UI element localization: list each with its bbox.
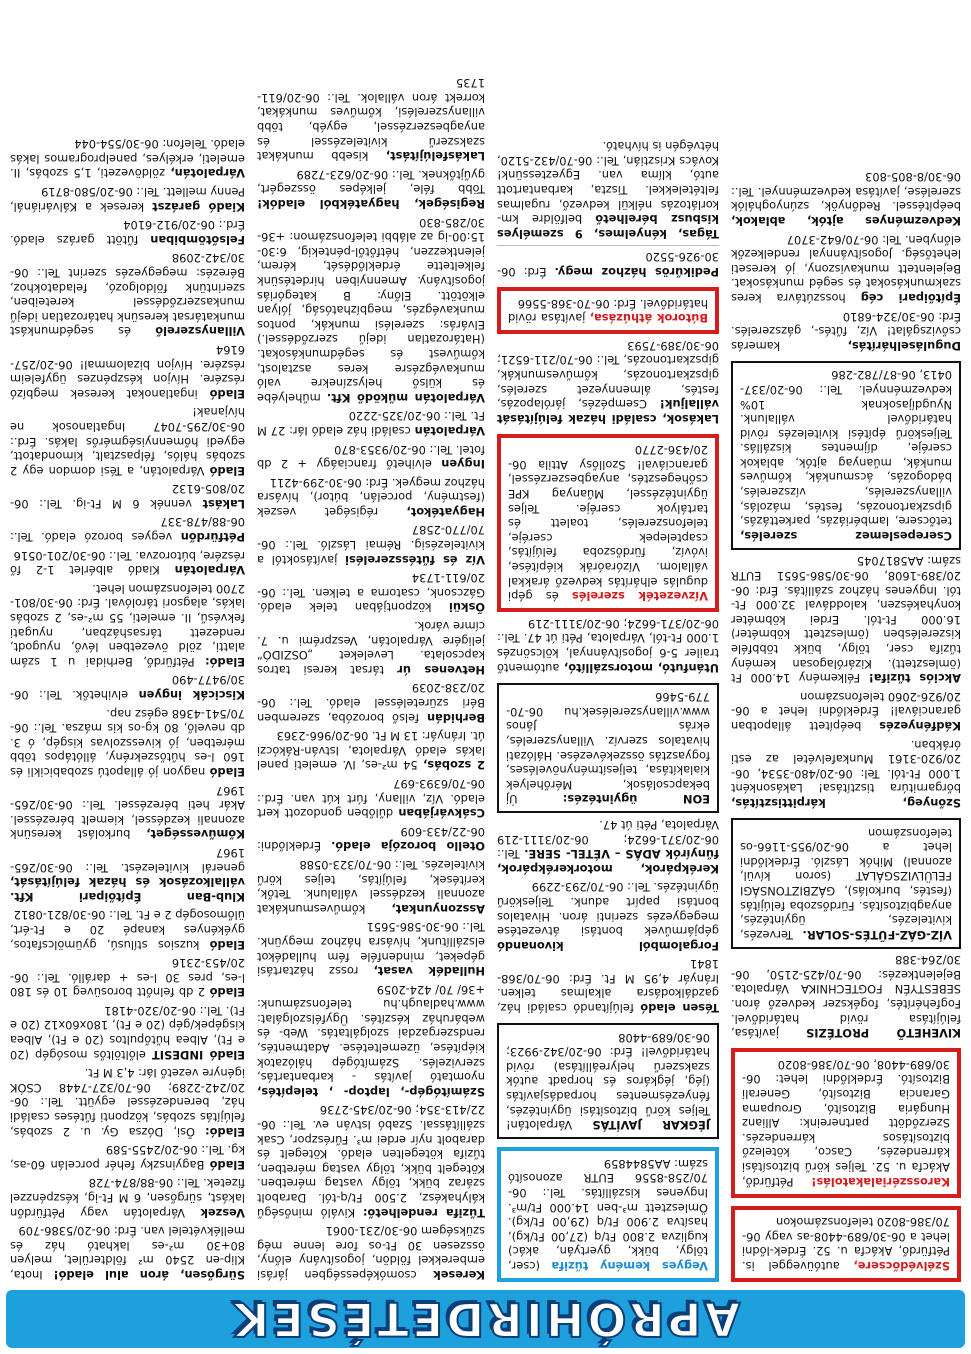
ad-col3-1: Keresek csomóképességben járási emberekkel földön, jogosítvány előny, összesen 30 Ft-os fore lenne még szükségem 06-30/231-0061 — [257, 1224, 485, 1282]
ad-eon: EON ügyintézés: Új bekapcsolások, Mérőhelyek kialakítása, teljesítménynöveléses, fogyasztás összekévezése. Hálózati hivatalos szervíz. Villanyszerelés, ekrás János www.villanyszerelések.hu 06-70-779-5466 — [506, 690, 710, 807]
ad-col4-6: Eladó 2 db felnőtt borosüveg 10 és 180 l-es, pres 30 l-es + darálló. Tel.: 06-20/453-2316 — [10, 956, 245, 1000]
ad-col3-13: Hagyatékot, régiséget veszek (festmény, porcelán, bútor), hívásra házhoz megyek. Érd: 06-30-299-4211 — [257, 475, 485, 519]
ad-construction-firm: Építőipari cég hosszútávra keres szakmunkásokat és segéd munkásokat. Bejelentett munkaviszony, jó kereseti lehetőség. Jogosítvánnyal rendelkezők előnyben. Tel: 06-70/642-3707 — [731, 232, 961, 305]
ad-box-eon — [497, 683, 719, 814]
ad-col4-20: Kiadó garázst keresek a Kálváriánál, Penny mellett. Tel.: 06-20/580-8719 — [10, 185, 245, 214]
ad-col4-11: Kiscicák ingyen elvihetők. Tel.: 06-30/9477-490 — [10, 673, 245, 703]
ad-col4-8: Klub-Ban Építőipari Kft. vállalkozások és házak felújítását, generál kivitelezést. Tel.: 06-30/265-1967 — [10, 845, 245, 904]
header-banner — [6, 1290, 965, 1348]
ad-col3-5: Asszonyunkat, kőművesmunkákat azonnali kezdéssel vállalunk. Tetők, kerítések, felújítás, teljes körű kivitelezés. Tel.: 06-70/323-0588 — [257, 857, 485, 916]
ad-hail-repair: JÉGKAR JAVÍTÁS Várpalotán! Teljes körű biztosítási ügyintézés, fényezésmentes horpadásjavítás (jég, jégkáros és horpadt autók szakszerű helyreállítása) rövid határidővel! Érd: 06-20/342-9923; 06-30/689-4408 — [506, 1030, 710, 1133]
ad-col4-19: Felsőtömbiban fűtött garázs eladó. Érd.: 06-20/912-6104 — [10, 218, 245, 247]
ad-box-bodywork — [731, 1048, 961, 1197]
column-2 — [497, 6, 719, 1282]
ad-col4-4: Eladó: Ősi, Dózsa Gy. u. 2 szobás, felújítás szobás, központi fűtéses családi ház, berendezéssel együtt. Tel.: 06-20/242-2289; 06-70/327-7448 CSÓK igényre vezető Iár: 4,3 M Ft. — [10, 1066, 245, 1139]
ad-minibus: Tágas, kényelmes, 9 személyes kisbusz bérelhető belföldre km-korlátozás nélkül kedvező, rugalmas feltételekkel. Tiszta, karbantartott autó, klíma van. Egyeztessünk! Kovács Krisztián, Tel.: 06-70/432-5120, hétvégén is hívható. — [497, 139, 719, 241]
ad-col3-6: Otello borozója eladó. Érdeklődni: 06-22/433-609 — [257, 824, 485, 854]
divider — [497, 245, 719, 246]
ad-tes-house: Tésen eladó felújítandó családi ház, gazdálkodásra alkalmas telken. Irányár 4,95 M Ft. Érd: 06-70/368-1841 — [497, 957, 719, 1016]
ad-windshield: Szélvédőcsere, autóüveggel is. Pétfürdő, Akácfa u. 52. Érdek-lődni lehet a 06-30/689-4408-as vagy 06-70/386-8020 telefonszámokon — [742, 1215, 950, 1273]
ad-drain: Duguláselhárítás, kamerás csővizsgálat! Víz, fűtés-, gázszerelés. Érd: 06-30/324-6810 — [731, 309, 961, 353]
ad-col3-10: Hetvenes úr társat keresi tatros kapcsolata. Leveleket „OSZIDÓ” jeligére Várpalotán, Veszprémi u. 7. címre várok. — [257, 619, 485, 677]
ad-bodywork: Karosszérialakatolás! Pétfürdő, Akácfa u. 52. Teljes körű biztosítási kárrendezés, Casco, kötelező biztosításos kárrendezés. Szerződött partnereink: Allianz Hungária Biztosító, Groupama Garancia Biztosító, Generali Biztosító. Érdeklődni lehet: 06-30/689-4408, 06-70/386-8020 — [742, 1057, 950, 1189]
ad-roofing: Cserepeslemez szerelés, tetőcsere, lambériázás, parkettázás, gipszkartonozás, festés, mázolás, villanyszerelés, vízszerelés, bádogozás, ácsmunkák, kőműves munkák, műanyag ajtók, ablakok cseréje, díjmentes kiszállás. Teljeskörű építési kivitelezés rövid határidővel vállalunk. Nyugdíjasoknak 10% kedvezménnyel. Tel.: 06-20/337-0413, 06-87/782-286 — [740, 368, 952, 543]
ad-box-hail — [497, 1023, 719, 1139]
ad-col3-17: Regiségek, hagyatékból eladók! Több féle, jelképes összegért, gyűjtőknek. Tel.: 06-20/623-7289 — [257, 167, 485, 212]
ad-furniture: Bútorok áthúzása, javítása rövid határidővel. Érd: 06-70-368-5566 — [508, 296, 708, 326]
ad-col3-4: Hulladék vasat, rossz háztartási gépeket, mindenféle fém hulladékot elszállítunk, hívásra házhoz megyünk. Tel.: 06-30-586-5651 — [257, 920, 485, 979]
ad-box-roofing — [731, 361, 961, 550]
ad-col4-14: Pétfürdőn vegyes borozó eladó. Tel.: 06-88/478-337 — [10, 515, 245, 545]
ad-col3-7: Csákvárjában dűlőben gondozott kert eladó. Víz, villany, fúrt kút van. Érd.: 06-70/6393-697 — [257, 777, 485, 821]
ad-col4-13: Várpalotán Kiadó albérlet 1-2 fő részére, bútorozva. Tel.: 06-30/201-0516 — [10, 548, 245, 578]
ad-col4-17: Eladó ingatlanokat keresek megbízó részére. Hívjon készpénzes ügyfeleim részére. Hívjon bizalommal! 06-20/257-6164 — [10, 342, 245, 401]
ad-col4-5: Eladó INDESIT előltöltős mosógép (20 e Ft), Albea hűtőpultos (20 e Ft), Albea kisgépek/gép (20 e Ft), 180x60x12 (20 e Ft). Tel.: 06-20/320-4181 — [10, 1003, 245, 1062]
ad-pedicure: Pedikűrös házhoz megy. Érd: 06-30-926-5520 — [497, 250, 719, 279]
ad-col4-9: Kőművességet, burkolást keresünk azonnali kezdéssel, kiemelt bérezéssel. Akár heti bérezéssel. Tel.: 06-30/265-1967 — [10, 783, 245, 842]
ad-firewood: Vegyes kemény tűzifa (cser, tölgy, bükk, gyertyán, akác) kuglizva 2.800 Ft/q (27,00 Ft/kg), hasítva 2.900 Ft/q (29,00 Ft/kg). Ömlesztett m³-ben 14.000 Ft/m³. Ingyenes kiszállítás. Tel.: 06-70/258-8556 EUTR azonosító szám: AA5844859 — [508, 1156, 708, 1273]
ad-dentures: KIVEHETŐ PROTÉZIS javítása, felújítása rövid határidővel. Fogfehérítés, fogékszer kedvező áron. SEBESTYÉN FOGTECHNIKA Várpalota. Bejelentkezés: 06-70/425-2150, 06-30/264-388 — [731, 953, 961, 1041]
ad-firewood-sale: Akciós tűzifa! Félkemény 14.000 Ft (ömlesztett). Kizárólagosan kemény tűzifa cser, tölgy, bükk többféle kiszerelésben (ömlesztett köbméter) 16.000 Ft-tól. Erdei köbméter konyhakészen, kaloddával 32.000 Ft-tól. Ingyenes házhoz szállítás. Érd: 06-20/389-1608, 06-30/586-5651 EUTR szám: AA5817045 — [731, 554, 961, 686]
ad-renovation: Lakások, családi házak felújítását vállaljuk! Csempézés, járólapozás, festés, álmennyezet szerelés, gipszkartonozás, kőművesmunkák, gipszkartonozás, Tel.: 06-70/211-6521; 06-30/389-7593 — [497, 338, 719, 426]
ad-box-furniture — [497, 287, 719, 334]
ad-water-pipes: Vízvezeték szerelés és gépi dugulás elhárítás kedvező árakkal vállalom. Vízóraórák kiépítése, ivóvíz, fürdőszoba felújítás, csaptelepek cseréje, telefonszerelés, toalett és tartályok cseréje. Teljes ügyintézéssel, Műanyag KPE csőhegesztés, anyagbeszerzéssel, garanciával! Szollősy Attila 06-20/436-2770 — [508, 443, 708, 604]
ad-col4-7: Eladó kuzsios stílusú, gyümölcsfatos, gyékényes kanapé 20 e Ft-ért, ülőmosogép 2 e Ft. Tel.: 06-30/821-0812 — [10, 908, 245, 952]
ad-col3-14: Ingyen elvihető franciaágy + 2 db fotel. Tel.: 06-20/9353-870 — [257, 442, 485, 472]
ad-col3-18: Lakásfelújítást, kisebb munkákat szakszerű kivitelezéssel és anyagbeszerzéssel, egyéb, több villanyszerelési, kőműves munkákat, korrekt áron vállalok. Tel.: 06-20/611-1735 — [257, 76, 485, 164]
ad-col3-16: Várpalotán működő Kft. műhelyébe és külső helyszínekre való munkavégzésre keres asztalost, kőművest és segédmunkásokat. (Határozatlan idejű szerződéssel.) Elvárás: szerelési munkák, pontos munkavégzés, megbízhatóság, jólyan elkötött. Előny: B kategóriás jogosítvány. Amennyiben hirdetésünk felkeltette érdeklődését, kérem, jelentkezzen, hétfőtől-péntekig, 6:30-15:00-ig az alábbi telefonszámon: +36-30/285-830 — [257, 215, 485, 405]
ad-col4-2: Veszek Várpalotán vagy Pétfürdőn lakást, sürgősen, 6 M Ft-ig, készpénzzel fizetek. Tel.: 06-88/874-728 — [10, 1176, 245, 1220]
ad-col4-12: Eladó: Pétfürdő, Berhidai u 1 szám alatti, zöld övezetben lévő, nyugodt, rendezett társasházban, nyugati fekvésű, II. emeleti, 55 m²-es, 2 szobás lakás, alagsori tárolóval. Érd: 06-30/801-2700 telefonszámon lehet. — [10, 581, 245, 669]
ad-deregistration: Forgalomból kivonandó gépjárművek bontási átvezetése megegyezés szerinti áron. Hivatalos bontási papírt adunk. Teljeskörű ügyintézés. Tel.: 06-70/293-2299 — [497, 880, 719, 953]
column-4 — [10, 6, 245, 1282]
ad-bathtub: Kádfényezés beépített állapotban garanciával! Érdeklődni lehet a 06-20/926-2060 telefonszámon — [731, 689, 961, 733]
ad-col4-16: Eladó Várpalotán, a Tési domdon egy 2 szobás hálós, félpasztalt, kimondatott, egyedi hőmennyiségmérős lakás. Érd.: 06-30/295-7047 Ingatlanosok ne hívjanak! — [10, 405, 245, 478]
column-1 — [731, 6, 961, 1282]
ad-bicycles: Kerékpárok, motorkerékpárok, fűnyírók ADÁS – VÉTEL- SERE. Tel.: 06-20/371-6624; 06-20/3111-219 Várpalota, Péti út 47. — [497, 817, 719, 876]
ad-box-water — [497, 434, 719, 613]
ad-box-plumbing — [731, 818, 961, 949]
ad-col4-3: Eladó Bagyinszky fehér porcelán 60-as, kg. Tel.: 06-20/2455-589 — [10, 1143, 245, 1172]
ad-col4-1: Sürgősen, áron alul eladó! Inota, Klip-en 2540 m² földterület, melyen 80+30 m²-es lakható ház és mellékvételel van. Érd: 06-20/5386-709 — [10, 1224, 245, 1282]
ad-col3-2: Tűzifa rendelhető: Kiváló minőségű kályhakész, 2.500 Ft/q-tól. Darabolt száraz bükk, tölgy vastag méretben. Kötegelt bükk, tölgy vastag méretben, tűzifa kötegelten eladó. Kötegelt és darabolt nyír erdei m³. Fűrészpor, Csak szállítással. Szabó István ev. Tel.: 06-22/413-354; 06-20/345-2736 — [257, 1103, 485, 1220]
ad-box-firewood — [497, 1147, 719, 1282]
ad-doors-windows: Kedvezményes ajtók, ablakok, beépítéssel. Redőnyök, szúnyoghálók szerelése, javítása kedvezménnyel. Tel.: 06-30/8-805-803 — [731, 170, 961, 228]
ad-trailer: Utánfutó, motorszállító, autómentő trailer 5-6 jogosítvánnyal, kölcsönzés 1.000 Ft-tól, Várpalota, Péti út 47. Tel.: 06-20/371-6624; 06-20/3111-219 — [497, 616, 719, 675]
ad-col3-15: Várpalotán családi ház eladó Iár: 27 M Ft. Tel.: 06-20/325-2220 — [257, 409, 485, 438]
ad-col4-15: Lakást vennék 6 M Ft-ig. Tel.: 06-20/805-6132 — [10, 482, 245, 511]
ad-col4-10: Eladó nagyon jó állapotú szobabicikli és 160 l-es hűtőszekrény, állótápos több méretben, jó kivesszolvas kisgép, ó 3. db nevelő, 80 kg-os kis mázsa. Tel.: 06-70/541-4368 egész nap. — [10, 706, 245, 779]
ad-col4-21: Várpalotán, zöldövezeti, 1,5 szobás, II. emeleti, erkélyes, panelprogramos lakás eladó. Telefon: 06-30/554-044 — [10, 137, 245, 181]
ad-col4-18: Villanyszerelő és segédmunkást munkatársat keresünk határozatlan idejű munkaszerződéssel kereteiben, szerintünk földolgozó, feladatokhoz, Bérezés: megegyezés szerint Tel.: 06-30/342-2098 — [10, 251, 245, 339]
ad-col3-8: 2 szobás, 54 m²-es, IV. emeleti panel lakás eladó Várpalota, István-Rákóczi út. Irányár: 13 M Ft. 06-20/966-2363 — [257, 729, 485, 773]
page-title: APRÓHIRDETÉSEK — [230, 1292, 741, 1346]
ad-box-windshield — [731, 1206, 961, 1282]
ad-plumbing: VÍZ-GÁZ-FŰTÉS-SOLAR. Tervezés, kivitelezés, ügyintézés, anyagbiztosítás. Fürdőszoba felújítás (festés, burkolás), GÁZBIZTONSÁGI FELÜLVIZSGÁLAT (soron kívül, azonnal) Mihók László. Érdeklődni lehet a 06-20/955-1166-os telefonszámon — [740, 825, 952, 942]
ad-col3-12: Víz és fűtésszerelési javításoktól a kivitelezésig. Rémai László. Tel.: 06-70/770-2587 — [257, 523, 485, 567]
ad-carpet: Szőnyeg, kárpittisztítás, bőrgarnitúra tisztítása! Lakásonként 1.000 Ft-tól. Tel: 06-20/480-3534, 06-20/920-3161 Munkafelvétel az esti órákban. — [731, 737, 961, 810]
ad-col3-11: Ősküi központjában telek eladó. Gázcsonk, csatorna a telken. Tel.: 06-20/611-1734 — [257, 571, 485, 615]
column-3 — [257, 6, 485, 1282]
ad-col3-3: Számítógép-, laptop- , telepítés, nyomtató javítás - karbantartás, szervizelés. Számítógép hálózatok kiépítése, üzemeltetése. Adatmentés, rendszergazdai szolgáltatás. Web- és webáruház készítés. Ügyfélszolgálat: www.hadlaugh.hu telefonszámunk: +36/ 70/ 424-2059 — [257, 982, 485, 1099]
ad-col3-9: Berhidán felső borozóba, szeremben Béri szüreteléssel eladó. Tel.: 06-20/238-2039 — [257, 681, 485, 725]
